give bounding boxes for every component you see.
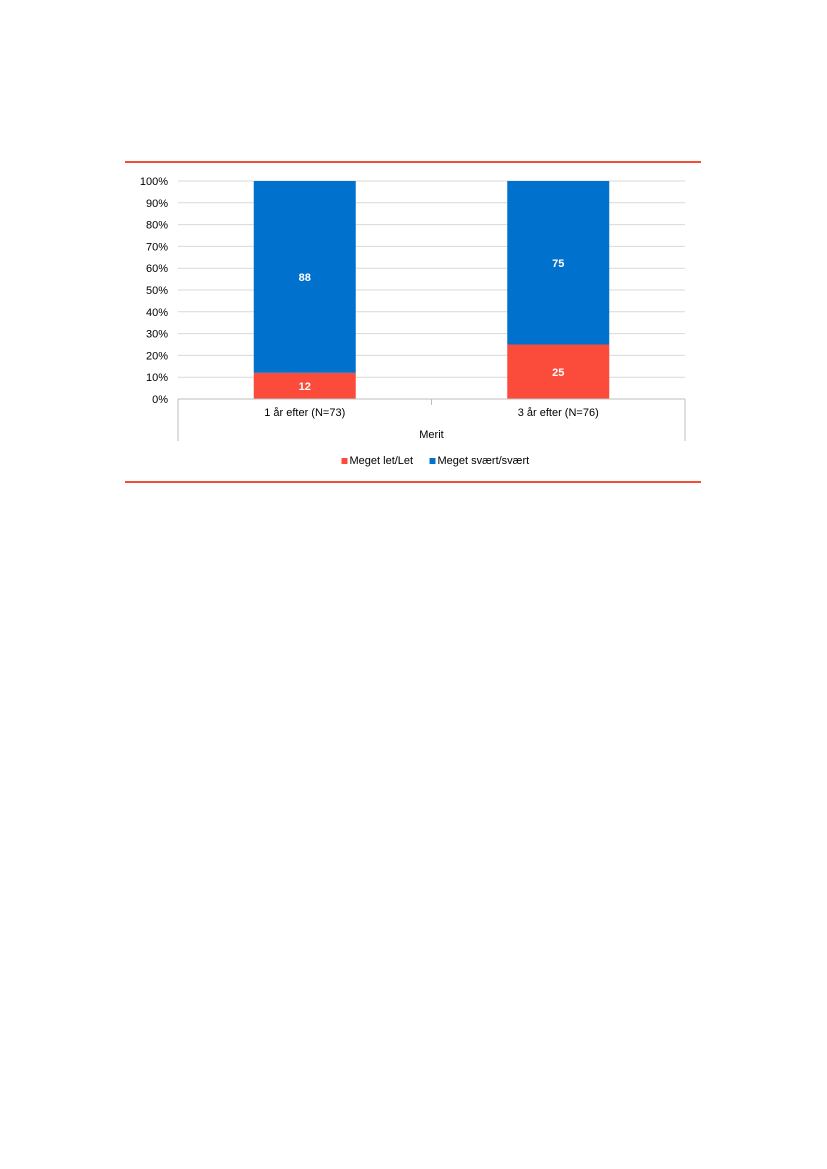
- data-label: 25: [552, 366, 565, 379]
- legend-label: Meget let/Let: [349, 455, 414, 467]
- y-tick-label: 100%: [139, 176, 168, 188]
- x-tick-label: 1 år efter (N=73): [264, 407, 346, 419]
- y-tick-label: 30%: [145, 328, 168, 341]
- y-axis-ticks: [140, 176, 168, 406]
- y-tick-label: 50%: [145, 285, 168, 297]
- x-axis: [178, 399, 685, 441]
- legend: [342, 455, 530, 467]
- data-label: 12: [298, 380, 311, 393]
- y-tick-label: 70%: [145, 241, 168, 254]
- y-tick-label: 0%: [152, 394, 168, 406]
- data-label: 88: [298, 271, 311, 284]
- y-tick-label: 10%: [145, 372, 168, 385]
- y-tick-label: 90%: [145, 197, 168, 210]
- legend-label: Meget svært/svært: [437, 455, 530, 467]
- y-tick-label: 80%: [145, 219, 168, 232]
- y-tick-label: 40%: [145, 306, 168, 319]
- x-tick-label: 3 år efter (N=76): [517, 407, 599, 419]
- y-tick-label: 20%: [145, 350, 168, 363]
- y-tick-label: 60%: [145, 263, 168, 276]
- legend-swatch: [342, 458, 348, 464]
- data-label: 75: [552, 257, 565, 270]
- legend-swatch: [430, 458, 436, 464]
- x-group-label: Merit: [419, 429, 444, 441]
